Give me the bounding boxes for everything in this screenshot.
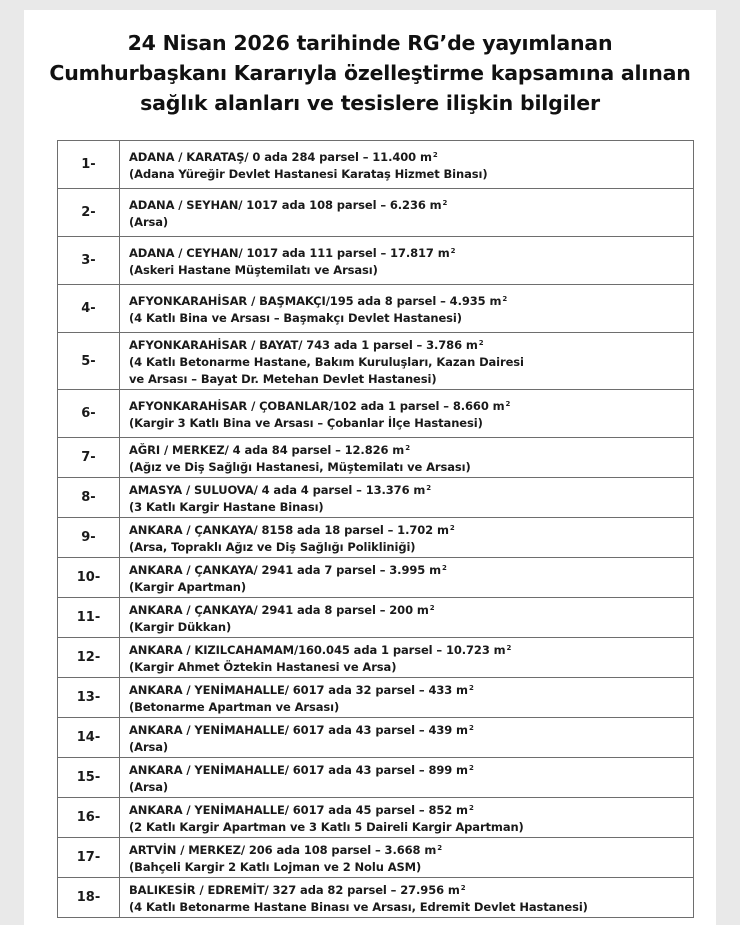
parcel-location: [129, 720, 693, 739]
row-number: 4-: [58, 285, 120, 333]
area-unit-exponent: 2: [468, 723, 474, 732]
parcel-location: [129, 840, 693, 859]
parcel-description: (4 Katlı Betonarme Hastane Binası ve Arsası, Edremit Devlet Hastanesi): [129, 899, 588, 914]
parcel-location: [129, 560, 693, 579]
row-content: [120, 838, 694, 878]
table-row: [58, 598, 694, 638]
parcel-location-text: ANKARA / ÇANKAYA/ 8158 ada 18 parsel – 1.702 m: [129, 522, 449, 537]
parcel-location-text: ANKARA / YENİMAHALLE/ 6017 ada 32 parsel – 433 m: [129, 682, 468, 697]
parcel-location: [129, 760, 693, 779]
row-number: 15-: [58, 758, 120, 798]
row-number: 3-: [58, 237, 120, 285]
row-number: 10-: [58, 558, 120, 598]
parcel-location-text: ANKARA / YENİMAHALLE/ 6017 ada 43 parsel – 439 m: [129, 722, 468, 737]
row-number: 9-: [58, 518, 120, 558]
row-number: 17-: [58, 838, 120, 878]
area-unit-exponent: 2: [405, 443, 410, 452]
area-unit-exponent: 2: [468, 683, 474, 692]
table-row: [58, 678, 694, 718]
table-row: [58, 758, 694, 798]
table-row: [58, 237, 694, 285]
parcel-location-text: AFYONKARAHİSAR / ÇOBANLAR/102 ada 1 parsel – 8.660 m: [129, 398, 505, 413]
area-unit-exponent: 2: [442, 198, 448, 207]
parcel-description: (3 Katlı Kargir Hastane Binası): [129, 499, 324, 514]
parcel-table: [57, 140, 694, 918]
row-content: [120, 478, 694, 518]
page-title: [24, 28, 716, 118]
title-line-1: 24 Nisan 2026 tarihinde RG’de yayımlanan: [127, 31, 613, 55]
row-content: [120, 390, 694, 438]
parcel-description: (Adana Yüreğir Devlet Hastanesi Karataş Hizmet Binası): [129, 166, 488, 181]
area-unit-exponent: 2: [426, 483, 432, 492]
row-number: 13-: [58, 678, 120, 718]
parcel-location-text: BALIKESİR / EDREMİT/ 327 ada 82 parsel – 27.956 m: [129, 882, 460, 897]
parcel-description: (Bahçeli Kargir 2 Katlı Lojman ve 2 Nolu ASM): [129, 859, 422, 874]
row-number: 14-: [58, 718, 120, 758]
parcel-location: [129, 291, 693, 310]
parcel-location: [129, 440, 693, 459]
table-row: [58, 838, 694, 878]
table-row: [58, 558, 694, 598]
table-row: [58, 438, 694, 478]
area-unit-exponent: 2: [449, 523, 455, 532]
parcel-description: (Askeri Hastane Müştemilatı ve Arsası): [129, 262, 378, 277]
row-number: 6-: [58, 390, 120, 438]
area-unit-exponent: 2: [441, 563, 447, 572]
row-content: [120, 758, 694, 798]
area-unit-exponent: 2: [437, 843, 442, 852]
row-content: [120, 141, 694, 189]
parcel-description: (4 Katlı Betonarme Hastane, Bakım Kuruluşları, Kazan Dairesi: [129, 354, 524, 369]
row-number: 1-: [58, 141, 120, 189]
parcel-location-text: AĞRI / MERKEZ/ 4 ada 84 parsel – 12.826 m: [129, 442, 405, 457]
area-unit-exponent: 2: [460, 883, 466, 892]
parcel-location-text: ADANA / KARATAŞ/ 0 ada 284 parsel – 11.400 m: [129, 149, 432, 164]
parcel-description: (4 Katlı Bina ve Arsası – Başmakçı Devlet Hastanesi): [129, 310, 462, 325]
parcel-location: [129, 480, 693, 499]
table-row: [58, 189, 694, 237]
table-row: [58, 141, 694, 189]
parcel-location: [129, 243, 693, 262]
parcel-table-body: [58, 141, 694, 918]
parcel-description: (Arsa): [129, 739, 169, 754]
row-number: 18-: [58, 878, 120, 918]
table-row: [58, 878, 694, 918]
table-row: [58, 285, 694, 333]
parcel-description: (Kargir Dükkan): [129, 619, 232, 634]
parcel-description: (Ağız ve Diş Sağlığı Hastanesi, Müştemilatı ve Arsası): [129, 459, 471, 474]
table-row: [58, 518, 694, 558]
table-row: [58, 333, 694, 390]
table-row: [58, 798, 694, 838]
parcel-location: [129, 520, 693, 539]
row-content: [120, 798, 694, 838]
row-number: 12-: [58, 638, 120, 678]
parcel-location-text: ARTVİN / MERKEZ/ 206 ada 108 parsel – 3.668 m: [129, 842, 437, 857]
row-number: 7-: [58, 438, 120, 478]
row-number: 16-: [58, 798, 120, 838]
document-page: [24, 10, 716, 925]
table-row: [58, 718, 694, 758]
parcel-location-text: AMASYA / SULUOVA/ 4 ada 4 parsel – 13.376 m: [129, 482, 426, 497]
parcel-location-text: ANKARA / KIZILCAHAMAM/160.045 ada 1 parsel – 10.723 m: [129, 642, 506, 657]
parcel-description: (Arsa, Topraklı Ağız ve Diş Sağlığı Polikliniği): [129, 539, 416, 554]
parcel-location-text: ANKARA / YENİMAHALLE/ 6017 ada 43 parsel – 899 m: [129, 762, 468, 777]
parcel-location: [129, 680, 693, 699]
parcel-description: (Arsa): [129, 214, 169, 229]
parcel-location: [129, 880, 693, 899]
parcel-description: (Kargir Ahmet Öztekin Hastanesi ve Arsa): [129, 659, 397, 674]
table-row: [58, 390, 694, 438]
row-content: [120, 518, 694, 558]
row-content: [120, 558, 694, 598]
parcel-description: (2 Katlı Kargir Apartman ve 3 Katlı 5 Daireli Kargir Apartman): [129, 819, 524, 834]
row-number: 8-: [58, 478, 120, 518]
row-content: [120, 333, 694, 390]
row-number: 11-: [58, 598, 120, 638]
area-unit-exponent: 2: [478, 338, 484, 347]
parcel-description: ve Arsası – Bayat Dr. Metehan Devlet Hastanesi): [129, 371, 437, 386]
parcel-location-text: ADANA / CEYHAN/ 1017 ada 111 parsel – 17.817 m: [129, 245, 450, 260]
row-number: 2-: [58, 189, 120, 237]
area-unit-exponent: 2: [468, 763, 474, 772]
area-unit-exponent: 2: [468, 803, 474, 812]
parcel-description: (Kargir 3 Katlı Bina ve Arsası – Çobanlar İlçe Hastanesi): [129, 415, 483, 430]
parcel-location-text: AFYONKARAHİSAR / BAŞMAKÇI/195 ada 8 parsel – 4.935 m: [129, 293, 502, 308]
parcel-location: [129, 335, 693, 354]
parcel-location-text: ANKARA / ÇANKAYA/ 2941 ada 7 parsel – 3.995 m: [129, 562, 441, 577]
parcel-description: (Kargir Apartman): [129, 579, 246, 594]
area-unit-exponent: 2: [429, 603, 435, 612]
area-unit-exponent: 2: [506, 643, 512, 652]
area-unit-exponent: 2: [502, 294, 508, 303]
row-content: [120, 237, 694, 285]
parcel-description: (Betonarme Apartman ve Arsası): [129, 699, 340, 714]
row-number: 5-: [58, 333, 120, 390]
row-content: [120, 189, 694, 237]
area-unit-exponent: 2: [450, 246, 456, 255]
parcel-location: [129, 800, 693, 819]
area-unit-exponent: 2: [432, 150, 438, 159]
row-content: [120, 878, 694, 918]
parcel-location: [129, 147, 693, 166]
row-content: [120, 718, 694, 758]
row-content: [120, 638, 694, 678]
parcel-location-text: ANKARA / ÇANKAYA/ 2941 ada 8 parsel – 200 m: [129, 602, 429, 617]
parcel-location-text: ADANA / SEYHAN/ 1017 ada 108 parsel – 6.236 m: [129, 197, 442, 212]
title-line-2: Cumhurbaşkanı Kararıyla özelleştirme kapsamına alınan: [49, 61, 691, 85]
table-row: [58, 638, 694, 678]
area-unit-exponent: 2: [505, 399, 511, 408]
table-row: [58, 478, 694, 518]
parcel-location: [129, 396, 693, 415]
parcel-location: [129, 195, 693, 214]
row-content: [120, 678, 694, 718]
parcel-location: [129, 640, 693, 659]
row-content: [120, 438, 694, 478]
parcel-description: (Arsa): [129, 779, 169, 794]
parcel-location-text: ANKARA / YENİMAHALLE/ 6017 ada 45 parsel – 852 m: [129, 802, 468, 817]
parcel-location-text: AFYONKARAHİSAR / BAYAT/ 743 ada 1 parsel – 3.786 m: [129, 337, 478, 352]
row-content: [120, 598, 694, 638]
parcel-location: [129, 600, 693, 619]
row-content: [120, 285, 694, 333]
title-line-3: sağlık alanları ve tesislere ilişkin bilgiler: [140, 91, 600, 115]
